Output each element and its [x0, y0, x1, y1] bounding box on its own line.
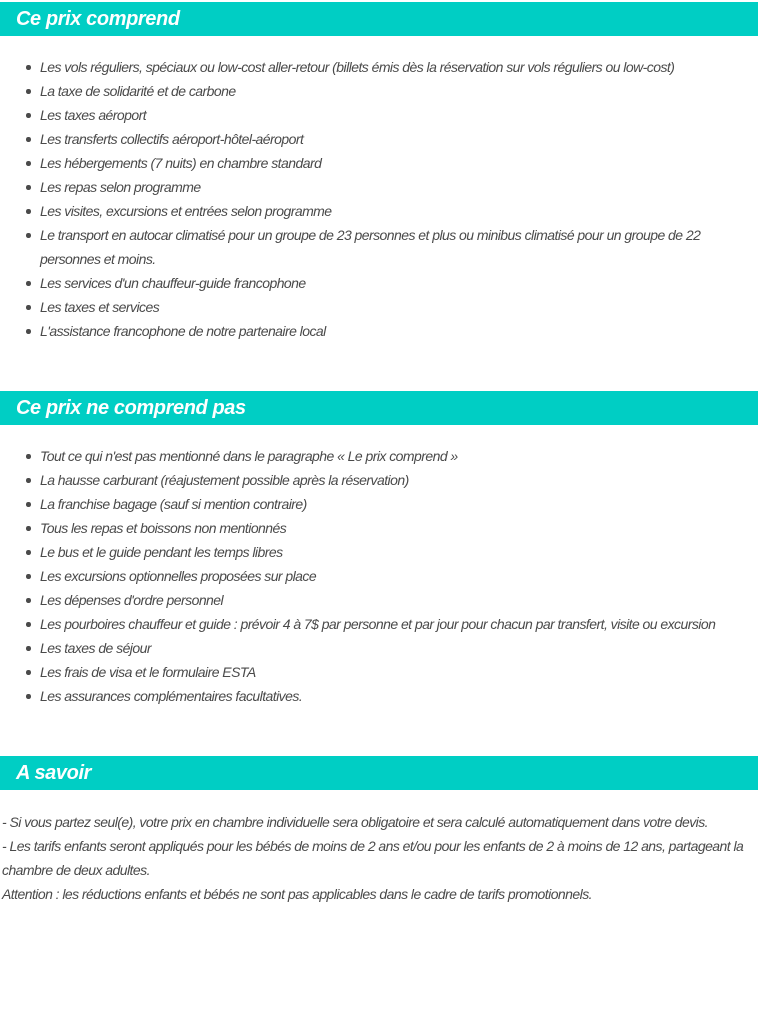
list-item: Les excursions optionnelles proposées sur place [40, 564, 758, 588]
list-item: Les taxes de séjour [40, 636, 758, 660]
list-item: Le transport en autocar climatisé pour un groupe de 23 personnes et plus ou minibus climatisé pour un groupe de 22 personnes et moins. [40, 223, 758, 271]
list-item: Tout ce qui n'est pas mentionné dans le paragraphe « Le prix comprend » [40, 444, 758, 468]
price-includes-list [0, 55, 758, 343]
note-paragraph: - Si vous partez seul(e), votre prix en chambre individuelle sera obligatoire et sera calculé automatiquement dans votre devis. [2, 814, 708, 830]
section-good-to-know [0, 756, 758, 906]
list-item: Les assurances complémentaires facultatives. [40, 684, 758, 708]
good-to-know-notes [0, 790, 758, 906]
list-item: Les dépenses d'ordre personnel [40, 588, 758, 612]
list-item: Les vols réguliers, spéciaux ou low-cost aller-retour (billets émis dès la réservation sur vols réguliers ou low-cost) [40, 55, 758, 79]
list-item: Le bus et le guide pendant les temps libres [40, 540, 758, 564]
list-item: Tous les repas et boissons non mentionnés [40, 516, 758, 540]
list-item: Les frais de visa et le formulaire ESTA [40, 660, 758, 684]
list-item: L'assistance francophone de notre partenaire local [40, 319, 758, 343]
price-excludes-header-bar [0, 391, 758, 425]
list-item: Les repas selon programme [40, 175, 758, 199]
good-to-know-header-bar [0, 756, 758, 790]
list-item: Les visites, excursions et entrées selon programme [40, 199, 758, 223]
list-item: La hausse carburant (réajustement possible après la réservation) [40, 468, 758, 492]
list-item: Les hébergements (7 nuits) en chambre standard [40, 151, 758, 175]
section-price-includes [0, 2, 758, 343]
list-item: Les pourboires chauffeur et guide : prévoir 4 à 7$ par personne et par jour pour chacun par transfert, visite ou excursion [40, 612, 758, 636]
price-details-page [0, 2, 758, 906]
section-price-excludes [0, 391, 758, 708]
list-item: Les services d'un chauffeur-guide francophone [40, 271, 758, 295]
note-paragraph: Attention : les réductions enfants et bébés ne sont pas applicables dans le cadre de tarifs promotionnels. [2, 886, 592, 902]
good-to-know-title: A savoir [16, 761, 91, 784]
list-item: La franchise bagage (sauf si mention contraire) [40, 492, 758, 516]
list-item: La taxe de solidarité et de carbone [40, 79, 758, 103]
price-excludes-list [0, 444, 758, 708]
note-paragraph: - Les tarifs enfants seront appliqués pour les bébés de moins de 2 ans et/ou pour les enfants de 2 à moins de 12 ans, partageant la chambre de deux adultes. [2, 838, 744, 878]
price-excludes-title: Ce prix ne comprend pas [16, 396, 246, 419]
price-includes-header-bar [0, 2, 758, 36]
list-item: Les transferts collectifs aéroport-hôtel-aéroport [40, 127, 758, 151]
list-item: Les taxes et services [40, 295, 758, 319]
price-includes-title: Ce prix comprend [16, 7, 180, 30]
list-item: Les taxes aéroport [40, 103, 758, 127]
